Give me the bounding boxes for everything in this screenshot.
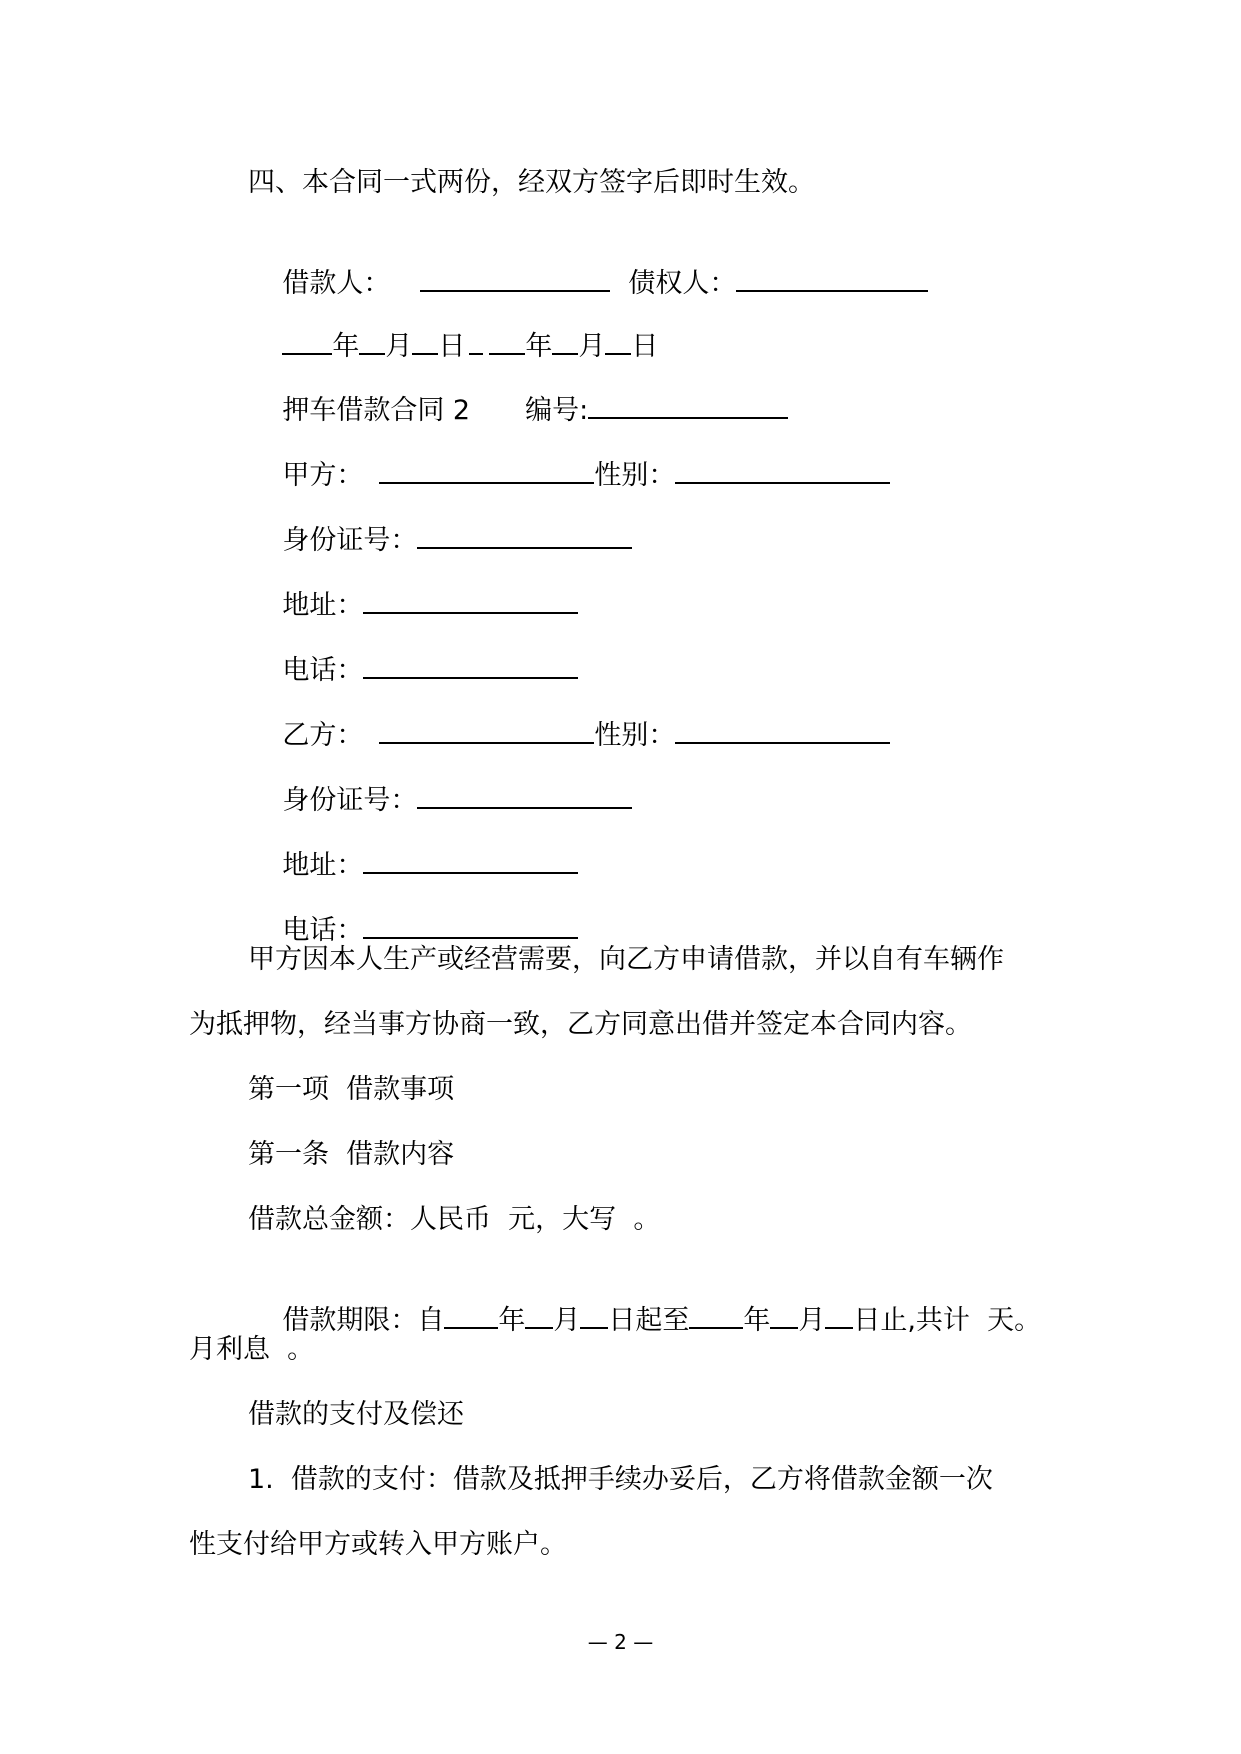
month-label: 月 (553, 1305, 581, 1336)
gender-label: 性别： (594, 460, 676, 491)
term-end-text: 日止,共计 天。 (853, 1305, 1042, 1336)
day-label: 日 (438, 331, 466, 362)
end-year-blank[interactable] (689, 1303, 743, 1329)
section-heading: 第一项 借款事项 (248, 1074, 455, 1105)
id-blank[interactable] (417, 523, 632, 549)
creditor-blank[interactable] (736, 266, 928, 292)
address-blank[interactable] (363, 588, 578, 614)
gender-blank[interactable] (675, 458, 890, 484)
phone-blank[interactable] (363, 653, 578, 679)
paragraph-line: 性支付给甲方或转入甲方账户。 (189, 1529, 567, 1560)
end-day-blank[interactable] (825, 1303, 853, 1329)
separator-blank (469, 329, 483, 355)
month-blank-2[interactable] (552, 329, 578, 355)
number-blank[interactable] (588, 393, 788, 419)
month-label: 月 (578, 331, 606, 362)
year-blank-1[interactable] (282, 329, 332, 355)
end-month-blank[interactable] (770, 1303, 798, 1329)
month-label: 月 (798, 1305, 826, 1336)
subsection-heading: 借款的支付及偿还 (248, 1399, 464, 1430)
day-blank-1[interactable] (412, 329, 438, 355)
article-heading: 第一条 借款内容 (248, 1139, 455, 1170)
page-number: — 2 — (587, 1630, 654, 1654)
phone-blank[interactable] (363, 913, 578, 939)
month-label: 月 (385, 331, 413, 362)
day-label: 日 (631, 331, 659, 362)
phone-label: 电话： (282, 655, 364, 686)
party-b-blank[interactable] (379, 718, 594, 744)
number-label: 编号: (525, 395, 589, 426)
year-label: 年 (525, 331, 553, 362)
gender-blank[interactable] (675, 718, 890, 744)
month-blank-1[interactable] (359, 329, 385, 355)
party-a-label: 甲方： (282, 460, 364, 491)
contract-title: 押车借款合同 2 (282, 395, 471, 426)
start-month-blank[interactable] (525, 1303, 553, 1329)
interest-line: 月利息 。 (189, 1334, 315, 1365)
term-label: 借款期限：自 (282, 1305, 445, 1336)
address-label: 地址： (282, 850, 364, 881)
id-label: 身份证号： (282, 525, 418, 556)
clause-four: 四、本合同一式两份，经双方签字后即时生效。 (248, 167, 815, 198)
day-label: 日起至 (608, 1305, 690, 1336)
paragraph-line: 甲方因本人生产或经营需要，向乙方申请借款，并以自有车辆作 (248, 944, 1004, 975)
party-b-label: 乙方： (282, 720, 364, 751)
loan-term-line (248, 1267, 1041, 1375)
party-a-blank[interactable] (379, 458, 594, 484)
day-blank-2[interactable] (605, 329, 631, 355)
year-label: 年 (332, 331, 360, 362)
phone-label: 电话： (282, 915, 364, 946)
creditor-label: 债权人： (628, 268, 737, 299)
paragraph-line: 为抵押物，经当事方协商一致，乙方同意出借并签定本合同内容。 (189, 1009, 972, 1040)
year-blank-2[interactable] (489, 329, 525, 355)
start-year-blank[interactable] (444, 1303, 498, 1329)
borrower-label: 借款人： (282, 268, 391, 299)
start-day-blank[interactable] (580, 1303, 608, 1329)
borrower-blank[interactable] (420, 266, 610, 292)
year-label: 年 (743, 1305, 771, 1336)
loan-amount-line: 借款总金额：人民币 元，大写 。 (248, 1204, 661, 1235)
id-label: 身份证号： (282, 785, 418, 816)
gender-label: 性别： (594, 720, 676, 751)
address-blank[interactable] (363, 848, 578, 874)
paragraph-line: 1. 借款的支付：借款及抵押手续办妥后，乙方将借款金额一次 (248, 1464, 993, 1495)
id-blank[interactable] (417, 783, 632, 809)
year-label: 年 (498, 1305, 526, 1336)
address-label: 地址： (282, 590, 364, 621)
